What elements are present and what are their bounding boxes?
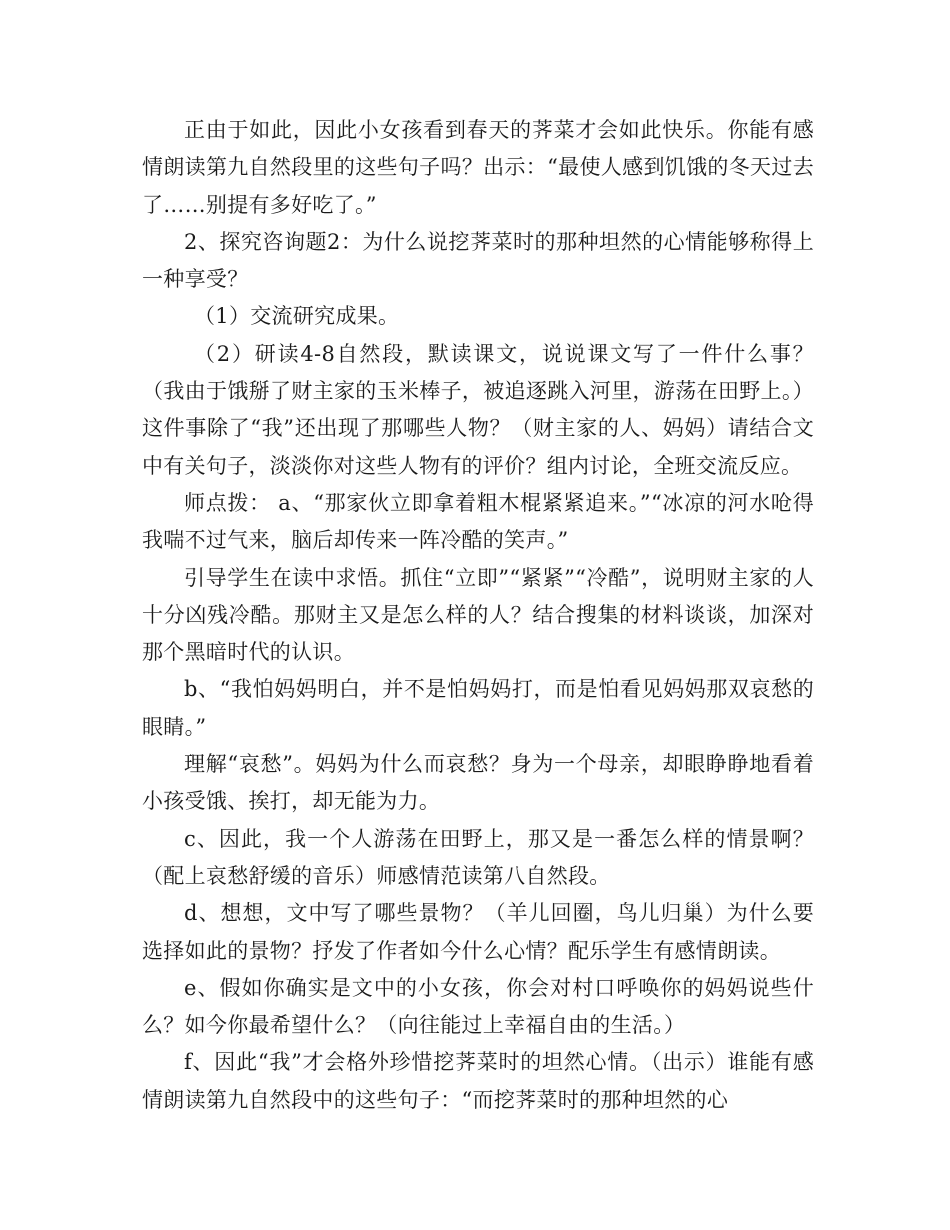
- paragraph-step-2: （2）研读4-8自然段，默读课文，说说课文写了一件什么事？（我由于饿掰了财主家的玉米棒子，被追逐跳入河里，游荡在田野上。）这件事除了“我”还出现了那哪些人物？（财主家的人、妈妈）请结合文中有关句子，淡淡你对这些人物有的评价？组内讨论，全班交流反应。: [142, 341, 814, 478]
- paragraph-c: c、因此，我一个人游荡在田野上，那又是一番怎么样的情景啊？（配上哀愁舒缓的音乐）师感情范读第八自然段。: [142, 826, 814, 888]
- paragraph-e: e、假如你确实是文中的小女孩，你会对村口呼唤你的妈妈说些什么？如今你最希望什么？（向往能过上幸福自由的生活。）: [142, 975, 814, 1038]
- paragraph-d: d、想想，文中写了哪些景物？（羊儿回圈，鸟儿归巢）为什么要选择如此的景物？抒发了作者如今什么心情？配乐学生有感情朗读。: [142, 901, 814, 963]
- paragraph-guide: 引导学生在读中求悟。抓住“立即”“紧紧”“冷酷”，说明财主家的人十分凶残冷酷。那财主又是怎么样的人？结合搜集的材料谈谈，加深对那个黑暗时代的认识。: [142, 565, 814, 665]
- paragraph-f: f、因此“我”才会格外珍惜挖荠菜时的坦然心情。（出示）谁能有感情朗读第九自然段中的这些句子：“而挖荠菜时的那种坦然的心: [142, 1050, 814, 1112]
- paragraph-question-2: 2、探究咨询题2：为什么说挖荠菜时的那种坦然的心情能够称得上一种享受？: [142, 229, 814, 292]
- paragraph-step-1: （1）交流研究成果。: [194, 304, 400, 329]
- document-page: [142, 112, 814, 1119]
- paragraph-intro: 正由于如此，因此小女孩看到春天的荠菜才会如此快乐。你能有感情朗读第九自然段里的这些句子吗？出示：“最使人感到饥饿的冬天过去了……别提有多好吃了。”: [142, 118, 814, 217]
- paragraph-understand: 理解“哀愁”。妈妈为什么而哀愁？身为一个母亲，却眼睁睁地看着小孩受饿、挨打，却无能为力。: [142, 752, 814, 814]
- paragraph-b: b、“我怕妈妈明白，并不是怕妈妈打，而是怕看见妈妈那双哀愁的眼睛。”: [142, 677, 814, 739]
- paragraph-teacher-hint-a: 师点拨： a、“那家伙立即拿着粗木棍紧紧追来。”“冰凉的河水呛得我喘不过气来，脑后却传来一阵冷酷的笑声。”: [142, 490, 814, 553]
